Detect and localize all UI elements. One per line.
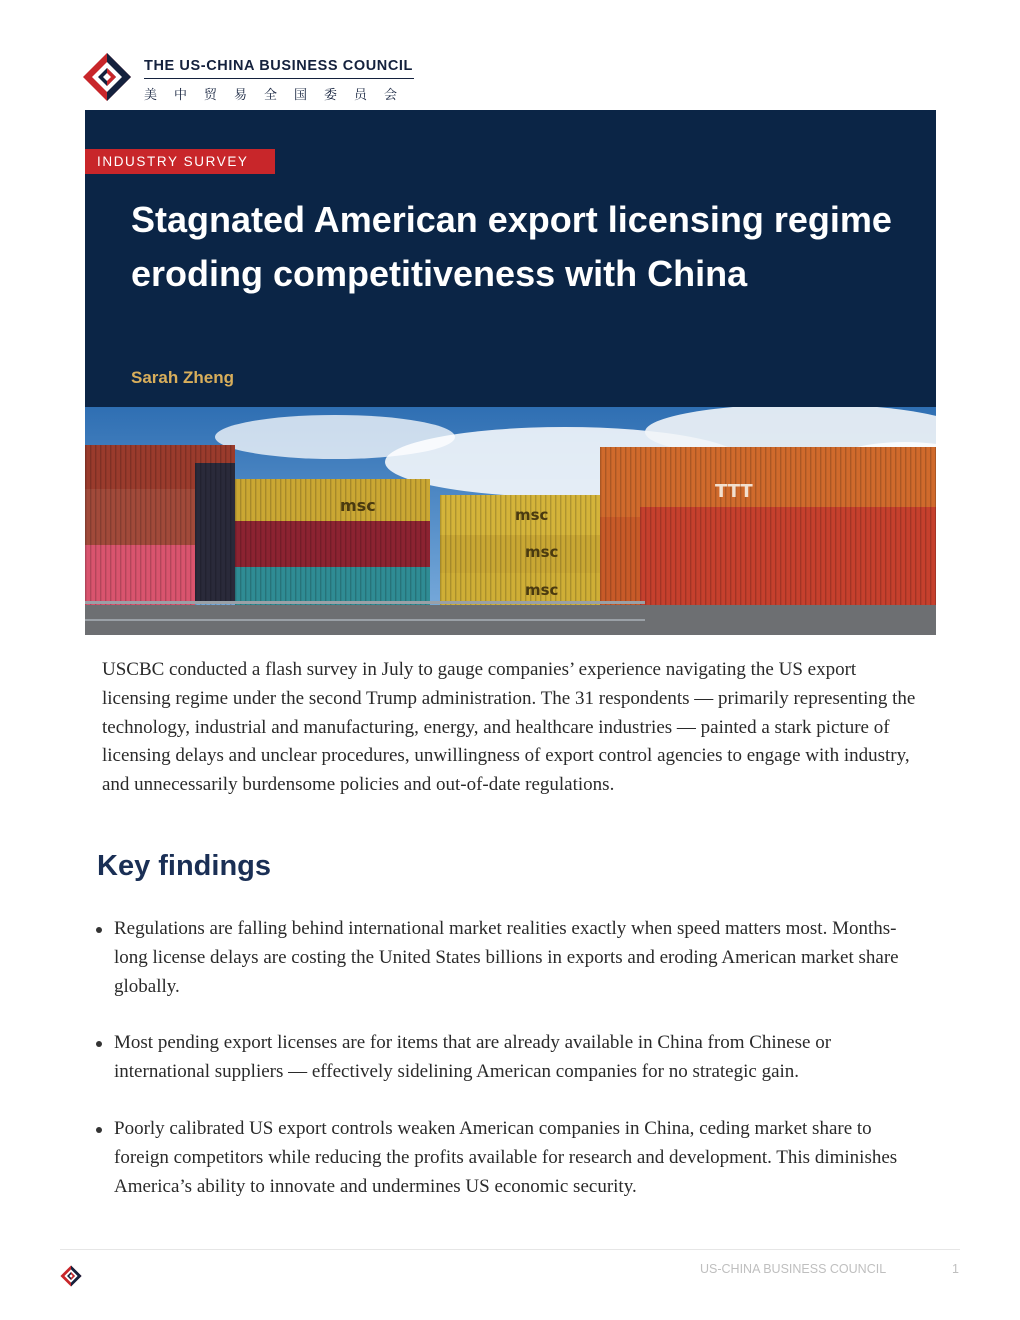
uscbc-logo: [82, 52, 414, 103]
uscbc-diamond-icon: [82, 52, 132, 102]
container-mark: msc: [525, 581, 559, 599]
footer-org-name: US-CHINA BUSINESS COUNCIL: [700, 1262, 887, 1276]
footer-divider: [60, 1249, 960, 1250]
container-mark: msc: [515, 506, 549, 524]
article-title: Stagnated American export licensing regime eroding competitiveness with China: [131, 199, 892, 294]
container-mark: msc: [340, 496, 376, 515]
key-findings-list: [114, 915, 924, 1229]
brand-name-zh: 美中贸易全国委员会: [144, 88, 415, 103]
brand-name-en: THE US-CHINA BUSINESS COUNCIL: [144, 58, 414, 79]
list-item: Most pending export licenses are for items that are already available in China from Chinese or international suppliers — effectively sidelining American companies for no strategic gain.: [114, 1029, 924, 1087]
intro-paragraph: USCBC conducted a flash survey in July to gauge companies’ experience navigating the US export licensing regime under the second Trump administration. The 31 respondents — primarily representing the technology, industrial and manufacturing, energy, and healthcare industries — painted a stark picture of licensing delays and unclear procedures, unwillingness of export control agencies to engage with industry, and unnecessarily burdensome policies and out-of-date regulations.: [102, 659, 916, 796]
container-mark: msc: [525, 543, 559, 561]
shipping-containers-photo: [85, 407, 936, 635]
list-item: Regulations are falling behind international market realities exactly when speed matters most. Months-long license delays are costing the United States billions in exports and eroding American market share globally.: [114, 915, 924, 1001]
container-mark: TTT: [715, 481, 753, 502]
page-number: 1: [952, 1262, 959, 1276]
category-tag: INDUSTRY SURVEY: [85, 149, 275, 174]
hero-banner: [85, 110, 936, 407]
author-name: Sarah Zheng: [131, 368, 234, 387]
uscbc-diamond-icon: [60, 1265, 82, 1287]
key-findings-heading: Key findings: [97, 850, 272, 882]
list-item: Poorly calibrated US export controls weaken American companies in China, ceding market share to foreign competitors while reducing the profits available for research and development. This diminishes America’s ability to innovate and undermines US economic security.: [114, 1115, 924, 1201]
